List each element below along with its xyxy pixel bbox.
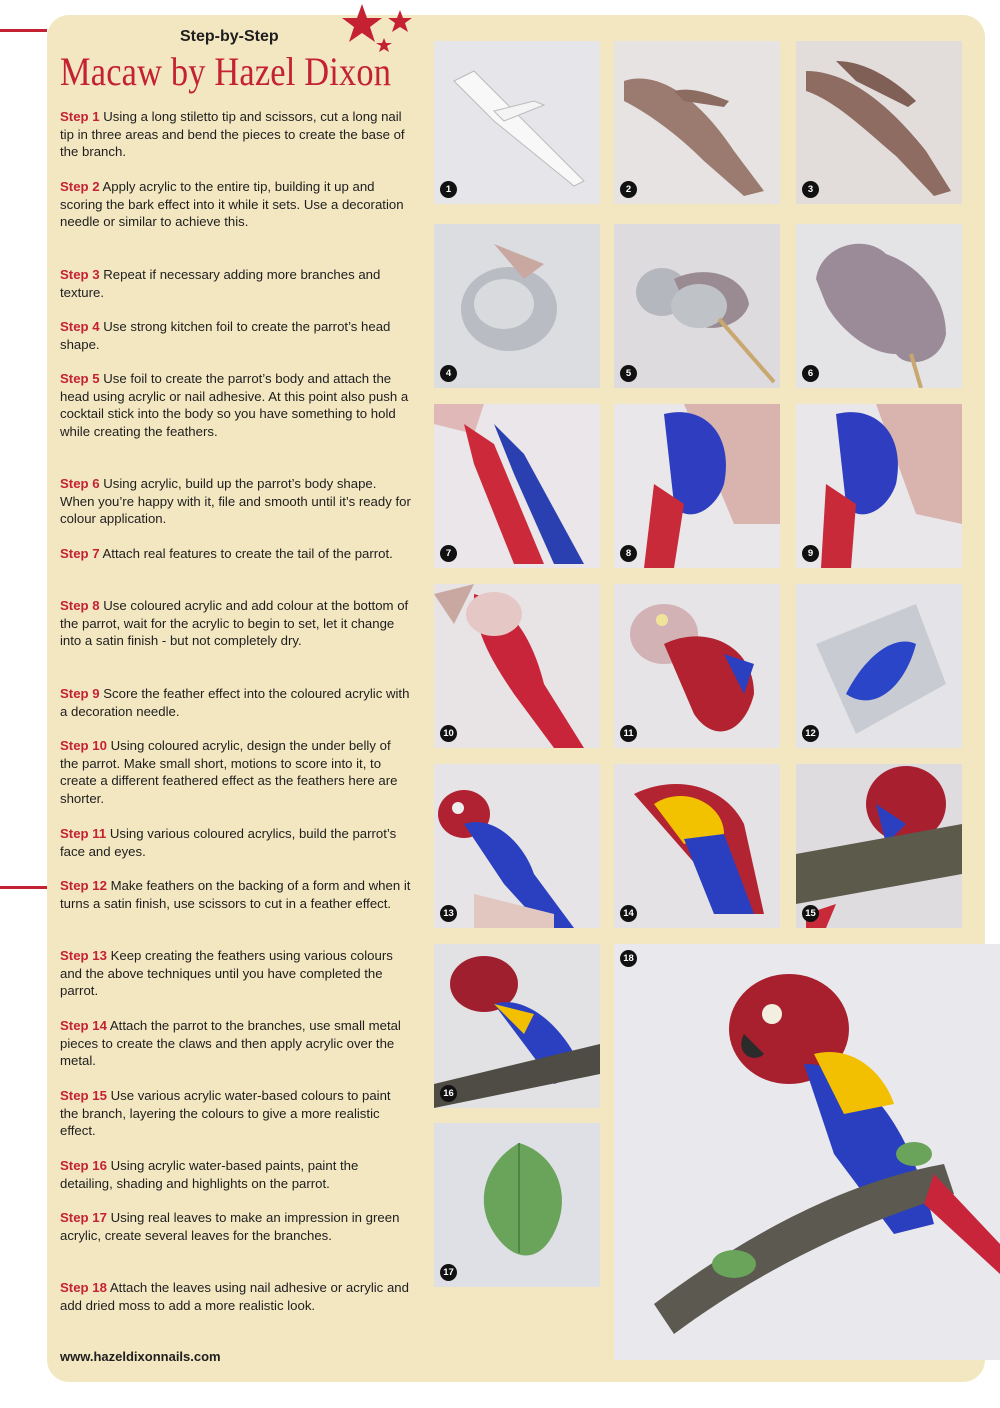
step-6 [60, 475, 412, 528]
step-label: Step 12 [60, 878, 107, 893]
tail-feathers-image [434, 404, 600, 568]
step-text: Use foil to create the parrot’s body and attach the head using acrylic or nail adhesive. At this point also push a cocktail stick into the body so you have something to hold while creating the feathers. [60, 371, 409, 439]
branches-image [796, 41, 962, 204]
photo-9 [796, 404, 962, 568]
step-text: Score the feather effect into the coloured acrylic with a decoration needle. [60, 686, 410, 719]
step-text: Use various acrylic water-based colours to paint the branch, layering the colours to give a more realistic effect. [60, 1088, 391, 1139]
step-text: Attach the leaves using nail adhesive or acrylic and add dried moss to add a more realistic look. [60, 1280, 409, 1313]
yellow-feathers-image [614, 764, 780, 928]
step-label: Step 11 [60, 826, 107, 841]
coloured-acrylic-image [614, 404, 780, 568]
photo-13 [434, 764, 600, 928]
step-label: Step 4 [60, 319, 100, 334]
photo-3 [796, 41, 962, 204]
step-12 [60, 877, 412, 912]
feather-form-image [796, 584, 962, 748]
photo-7 [434, 404, 600, 568]
step-3 [60, 266, 412, 301]
photo-18 [614, 944, 1000, 1360]
step-label: Step 8 [60, 598, 100, 613]
step-number-badge: 8 [620, 545, 637, 562]
step-number-badge: 13 [440, 905, 457, 922]
step-17 [60, 1209, 412, 1244]
foil-head-image [434, 224, 600, 388]
step-number-badge: 7 [440, 545, 457, 562]
step-number-badge: 4 [440, 365, 457, 382]
top-left-rule [0, 29, 47, 32]
step-11 [60, 825, 412, 860]
step-text: Using real leaves to make an impression in green acrylic, create several leaves for the branches. [60, 1210, 400, 1243]
step-label: Step 14 [60, 1018, 107, 1033]
step-text: Using a long stiletto tip and scissors, cut a long nail tip in three areas and bend the pieces to create the base of the branch. [60, 109, 405, 160]
photo-5 [614, 224, 780, 388]
step-number-badge: 2 [620, 181, 637, 198]
step-label: Step 5 [60, 371, 100, 386]
photo-15 [796, 764, 962, 928]
photo-1 [434, 41, 600, 204]
step-label: Step 9 [60, 686, 100, 701]
step-10 [60, 737, 412, 807]
green-leaf-image [434, 1123, 600, 1287]
step-label: Step 16 [60, 1158, 107, 1173]
photo-12 [796, 584, 962, 748]
foil-body-image [614, 224, 780, 388]
step-label: Step 6 [60, 476, 100, 491]
page-title: Macaw by Hazel Dixon [60, 49, 392, 94]
step-text: Make feathers on the backing of a form and when it turns a satin finish, use scissors to cut in a feather effect. [60, 878, 411, 911]
step-label: Step 7 [60, 546, 100, 561]
step-number-badge: 14 [620, 905, 637, 922]
step-18 [60, 1279, 412, 1314]
parrot-branch-image [796, 764, 962, 928]
step-label: Step 17 [60, 1210, 107, 1225]
step-number-badge: 1 [440, 181, 457, 198]
scored-feathers-image [796, 404, 962, 568]
step-number-badge: 3 [802, 181, 819, 198]
step-text: Use coloured acrylic and add colour at the bottom of the parrot, wait for the acrylic to begin to set, let it change into a satin finish - but not completely dry. [60, 598, 409, 649]
step-8 [60, 597, 412, 650]
step-text: Keep creating the feathers using various colours and the above techniques until you have completed the parrot. [60, 948, 393, 999]
step-number-badge: 10 [440, 725, 457, 742]
step-number-badge: 9 [802, 545, 819, 562]
step-label: Step 1 [60, 109, 100, 124]
acrylic-body-image [796, 224, 962, 388]
step-number-badge: 18 [620, 950, 637, 967]
photo-4 [434, 224, 600, 388]
step-number-badge: 17 [440, 1264, 457, 1281]
nail-tip-image [434, 41, 600, 204]
painted-parrot-image [434, 944, 600, 1108]
step-text: Using acrylic water-based paints, paint the detailing, shading and highlights on the parrot. [60, 1158, 359, 1191]
step-text: Use strong kitchen foil to create the parrot’s head shape. [60, 319, 391, 352]
step-label: Step 3 [60, 267, 100, 282]
finished-macaw-image [614, 944, 1000, 1360]
step-number-badge: 6 [802, 365, 819, 382]
step-number-badge: 15 [802, 905, 819, 922]
photo-2 [614, 41, 780, 204]
step-label: Step 10 [60, 738, 107, 753]
step-number-badge: 5 [620, 365, 637, 382]
photo-17 [434, 1123, 600, 1287]
step-number-badge: 12 [802, 725, 819, 742]
under-belly-image [434, 584, 600, 748]
step-13 [60, 947, 412, 1000]
step-16 [60, 1157, 412, 1192]
step-text: Attach real features to create the tail of the parrot. [102, 546, 393, 561]
header-subtitle: Step-by-Step [180, 28, 279, 45]
step-label: Step 13 [60, 948, 107, 963]
step-1 [60, 108, 412, 161]
step-text: Using coloured acrylic, design the under belly of the parrot. Make small short, motions to score into it, to create a different feathered effect as the feathers here are shorter. [60, 738, 398, 806]
face-eyes-image [614, 584, 780, 748]
photo-11 [614, 584, 780, 748]
branch-image [614, 41, 780, 204]
photo-10 [434, 584, 600, 748]
step-text: Using various coloured acrylics, build the parrot’s face and eyes. [60, 826, 397, 859]
step-15 [60, 1087, 412, 1140]
step-2 [60, 178, 412, 231]
photo-6 [796, 224, 962, 388]
step-number-badge: 11 [620, 725, 637, 742]
parrot-feathers-image [434, 764, 600, 928]
step-9 [60, 685, 412, 720]
step-number-badge: 16 [440, 1085, 457, 1102]
photo-8 [614, 404, 780, 568]
website-link[interactable]: www.hazeldixonnails.com [60, 1349, 221, 1364]
photo-14 [614, 764, 780, 928]
step-text: Attach the parrot to the branches, use small metal pieces to create the claws and then apply acrylic over the metal. [60, 1018, 401, 1069]
step-text: Apply acrylic to the entire tip, building it up and scoring the bark effect into it while it sets. Use a decoration needle or similar to achieve this. [60, 179, 404, 230]
step-5 [60, 370, 412, 440]
step-label: Step 2 [60, 179, 100, 194]
mid-left-rule [0, 886, 47, 889]
step-label: Step 15 [60, 1088, 107, 1103]
step-14 [60, 1017, 412, 1070]
step-label: Step 18 [60, 1280, 107, 1295]
step-text: Using acrylic, build up the parrot’s body shape. When you’re happy with it, file and smooth until it’s ready for colour application. [60, 476, 411, 527]
step-4 [60, 318, 412, 353]
photo-16 [434, 944, 600, 1108]
step-7 [60, 545, 412, 563]
step-text: Repeat if necessary adding more branches and texture. [60, 267, 381, 300]
